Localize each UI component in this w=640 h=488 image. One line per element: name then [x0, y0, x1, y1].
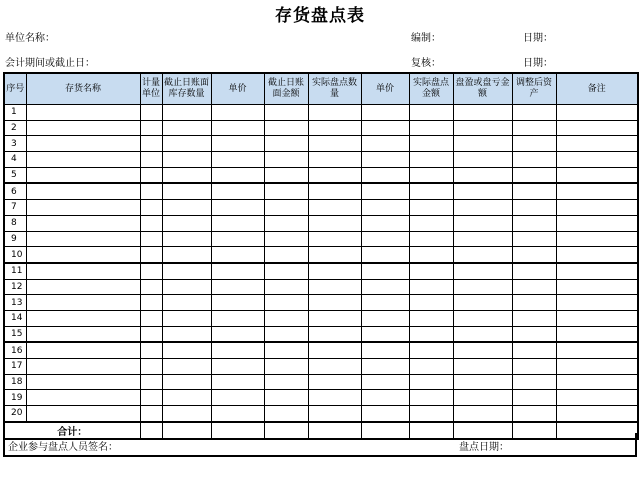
- row-number: 20: [4, 406, 26, 422]
- table-cell[interactable]: [140, 406, 162, 422]
- table-cell[interactable]: [361, 105, 409, 121]
- row-number: 12: [4, 279, 26, 295]
- signature-row: [3, 433, 637, 457]
- table-cell[interactable]: [264, 263, 308, 279]
- header-remarks: 备注: [556, 73, 638, 105]
- table-cell[interactable]: [556, 183, 638, 199]
- table-cell[interactable]: [26, 231, 140, 247]
- table-cell[interactable]: [162, 105, 211, 121]
- reviewed-by-label: 复核：: [411, 58, 441, 69]
- table-cell[interactable]: [140, 390, 162, 406]
- table-cell[interactable]: [308, 167, 361, 183]
- table-cell[interactable]: [409, 310, 453, 326]
- table-cell[interactable]: [140, 167, 162, 183]
- table-cell[interactable]: [26, 279, 140, 295]
- table-cell[interactable]: [361, 167, 409, 183]
- table-cell[interactable]: [453, 406, 512, 422]
- table-cell[interactable]: [361, 359, 409, 375]
- row-number: 8: [4, 215, 26, 231]
- table-cell[interactable]: [512, 342, 556, 358]
- table-cell[interactable]: [211, 295, 264, 311]
- table-cell[interactable]: [140, 295, 162, 311]
- header-item-name: 存货名称: [26, 73, 140, 105]
- table-row: [4, 390, 638, 406]
- table-cell[interactable]: [162, 247, 211, 263]
- table-cell[interactable]: [409, 390, 453, 406]
- table-cell[interactable]: [162, 120, 211, 136]
- row-number: 19: [4, 390, 26, 406]
- table-cell[interactable]: [409, 374, 453, 390]
- table-row: [4, 183, 638, 199]
- table-cell[interactable]: [26, 326, 140, 342]
- row-number: 2: [4, 120, 26, 136]
- table-cell[interactable]: [211, 152, 264, 168]
- table-cell[interactable]: [512, 231, 556, 247]
- date-label-review: 日期：: [523, 58, 553, 69]
- table-cell[interactable]: [308, 359, 361, 375]
- table-cell[interactable]: [211, 279, 264, 295]
- table-cell[interactable]: [361, 247, 409, 263]
- header-adjusted-assets: 调整后资产: [512, 73, 556, 105]
- table-cell[interactable]: [361, 120, 409, 136]
- table-cell[interactable]: [409, 247, 453, 263]
- header-seq: 序号: [4, 73, 26, 105]
- table-cell[interactable]: [162, 136, 211, 152]
- table-cell[interactable]: [308, 231, 361, 247]
- table-row: [4, 359, 638, 375]
- table-cell[interactable]: [26, 342, 140, 358]
- table-cell[interactable]: [453, 152, 512, 168]
- table-cell[interactable]: [162, 310, 211, 326]
- table-cell[interactable]: [26, 247, 140, 263]
- table-cell[interactable]: [453, 342, 512, 358]
- table-cell[interactable]: [162, 152, 211, 168]
- table-cell[interactable]: [26, 310, 140, 326]
- table-cell[interactable]: [512, 295, 556, 311]
- table-cell[interactable]: [162, 342, 211, 358]
- table-cell[interactable]: [264, 183, 308, 199]
- table-cell[interactable]: [140, 183, 162, 199]
- date-label-top: 日期：: [523, 33, 553, 44]
- table-row: [4, 374, 638, 390]
- table-row: [4, 136, 638, 152]
- table-cell[interactable]: [409, 326, 453, 342]
- table-cell[interactable]: [361, 406, 409, 422]
- table-cell[interactable]: [26, 263, 140, 279]
- table-cell[interactable]: [512, 247, 556, 263]
- row-number: 17: [4, 359, 26, 375]
- table-row: [4, 326, 638, 342]
- table-cell[interactable]: [556, 200, 638, 216]
- table-cell[interactable]: [308, 390, 361, 406]
- header-unit: 计量单位: [140, 73, 162, 105]
- row-number: 9: [4, 231, 26, 247]
- table-cell[interactable]: [556, 295, 638, 311]
- table-cell[interactable]: [264, 167, 308, 183]
- table-row: [4, 120, 638, 136]
- row-number: 6: [4, 183, 26, 199]
- table-cell[interactable]: [556, 152, 638, 168]
- table-cell[interactable]: [556, 374, 638, 390]
- header-row: [4, 73, 638, 105]
- table-cell[interactable]: [26, 152, 140, 168]
- table-cell[interactable]: [512, 374, 556, 390]
- table-cell[interactable]: [556, 136, 638, 152]
- header-actual-amount: 实际盘点金额: [409, 73, 453, 105]
- table-cell[interactable]: [26, 374, 140, 390]
- table-cell[interactable]: [512, 359, 556, 375]
- table-cell[interactable]: [211, 310, 264, 326]
- table-cell[interactable]: [26, 200, 140, 216]
- row-number: 15: [4, 326, 26, 342]
- table-row: [4, 200, 638, 216]
- table-cell[interactable]: [162, 406, 211, 422]
- header-diff-amount: 盘盈或盘亏金额: [453, 73, 512, 105]
- table-cell[interactable]: [162, 167, 211, 183]
- row-number: 5: [4, 167, 26, 183]
- row-number: 10: [4, 247, 26, 263]
- table-row: [4, 342, 638, 358]
- table-cell[interactable]: [264, 279, 308, 295]
- table-cell[interactable]: [512, 310, 556, 326]
- table-cell[interactable]: [162, 390, 211, 406]
- table-cell[interactable]: [264, 295, 308, 311]
- table-cell[interactable]: [140, 136, 162, 152]
- table-cell[interactable]: [556, 167, 638, 183]
- table-cell[interactable]: [211, 120, 264, 136]
- period-label: 会计期间或截止日：: [5, 58, 95, 69]
- row-number: 4: [4, 152, 26, 168]
- table-cell[interactable]: [409, 120, 453, 136]
- table-cell[interactable]: [361, 136, 409, 152]
- table-cell[interactable]: [308, 152, 361, 168]
- table-cell[interactable]: [308, 310, 361, 326]
- table-cell[interactable]: [211, 359, 264, 375]
- table-cell[interactable]: [512, 390, 556, 406]
- table-cell[interactable]: [211, 390, 264, 406]
- table-cell[interactable]: [556, 215, 638, 231]
- table-cell[interactable]: [556, 247, 638, 263]
- table-cell[interactable]: [409, 231, 453, 247]
- row-number: 18: [4, 374, 26, 390]
- table-cell[interactable]: [409, 152, 453, 168]
- table-cell[interactable]: [211, 342, 264, 358]
- table-cell[interactable]: [512, 152, 556, 168]
- table-cell[interactable]: [140, 120, 162, 136]
- table-cell[interactable]: [409, 279, 453, 295]
- table-cell[interactable]: [361, 263, 409, 279]
- table-cell[interactable]: [409, 342, 453, 358]
- header-book-amount: 截止日账面金额: [264, 73, 308, 105]
- table-cell[interactable]: [453, 263, 512, 279]
- table-cell[interactable]: [264, 359, 308, 375]
- table-row: [4, 167, 638, 183]
- table-cell[interactable]: [453, 247, 512, 263]
- table-cell[interactable]: [453, 231, 512, 247]
- row-number: 14: [4, 310, 26, 326]
- table-cell[interactable]: [308, 200, 361, 216]
- inventory-table: [3, 72, 639, 440]
- table-cell[interactable]: [409, 215, 453, 231]
- table-cell[interactable]: [453, 183, 512, 199]
- table-cell[interactable]: [556, 105, 638, 121]
- table-cell[interactable]: [512, 326, 556, 342]
- header-actual-qty: 实际盘点数量: [308, 73, 361, 105]
- table-cell[interactable]: [512, 263, 556, 279]
- row-number: 1: [4, 105, 26, 121]
- table-cell[interactable]: [211, 374, 264, 390]
- table-cell[interactable]: [308, 279, 361, 295]
- table-cell[interactable]: [140, 263, 162, 279]
- table-cell[interactable]: [264, 247, 308, 263]
- table-cell[interactable]: [308, 406, 361, 422]
- table-cell[interactable]: [453, 105, 512, 121]
- table-row: [4, 263, 638, 279]
- table-cell[interactable]: [264, 231, 308, 247]
- table-cell[interactable]: [308, 374, 361, 390]
- table-cell[interactable]: [556, 263, 638, 279]
- table-cell[interactable]: [361, 183, 409, 199]
- header-unit-price-2: 单价: [361, 73, 409, 105]
- table-cell[interactable]: [361, 231, 409, 247]
- table-cell[interactable]: [26, 359, 140, 375]
- table-cell[interactable]: [211, 105, 264, 121]
- table-cell[interactable]: [264, 310, 308, 326]
- unit-name-label: 单位名称：: [5, 33, 55, 44]
- header-unit-price: 单价: [211, 73, 264, 105]
- table-cell[interactable]: [361, 342, 409, 358]
- table-row: [4, 310, 638, 326]
- table-cell[interactable]: [211, 167, 264, 183]
- table-cell[interactable]: [361, 152, 409, 168]
- table-cell[interactable]: [453, 326, 512, 342]
- table-cell[interactable]: [26, 167, 140, 183]
- table-cell[interactable]: [308, 247, 361, 263]
- table-cell[interactable]: [308, 136, 361, 152]
- header-book-qty: 截止日账面库存数量: [162, 73, 211, 105]
- table-cell[interactable]: [140, 200, 162, 216]
- table-cell[interactable]: [264, 374, 308, 390]
- table-cell[interactable]: [211, 247, 264, 263]
- table-cell[interactable]: [556, 310, 638, 326]
- table-cell[interactable]: [26, 390, 140, 406]
- table-cell[interactable]: [26, 215, 140, 231]
- table-cell[interactable]: [264, 152, 308, 168]
- table-cell[interactable]: [512, 136, 556, 152]
- table-cell[interactable]: [308, 326, 361, 342]
- table-cell[interactable]: [162, 231, 211, 247]
- table-cell[interactable]: [308, 215, 361, 231]
- table-row: [4, 295, 638, 311]
- table-cell[interactable]: [409, 406, 453, 422]
- row-number: 11: [4, 263, 26, 279]
- table-row: [4, 279, 638, 295]
- table-row: [4, 105, 638, 121]
- table-cell[interactable]: [162, 374, 211, 390]
- table-cell[interactable]: [556, 359, 638, 375]
- page-title: 存货盘点表: [275, 6, 365, 26]
- table-cell[interactable]: [512, 167, 556, 183]
- table-cell[interactable]: [264, 326, 308, 342]
- table-cell[interactable]: [264, 342, 308, 358]
- table-cell[interactable]: [409, 295, 453, 311]
- table-cell[interactable]: [162, 295, 211, 311]
- table-cell[interactable]: [361, 200, 409, 216]
- table-cell[interactable]: [556, 406, 638, 422]
- row-number: 13: [4, 295, 26, 311]
- table-cell[interactable]: [512, 406, 556, 422]
- table-cell[interactable]: [140, 231, 162, 247]
- table-cell[interactable]: [264, 406, 308, 422]
- table-cell[interactable]: [140, 152, 162, 168]
- table-cell[interactable]: [26, 183, 140, 199]
- table-cell[interactable]: [211, 200, 264, 216]
- table-row: [4, 406, 638, 422]
- table-cell[interactable]: [361, 215, 409, 231]
- table-cell[interactable]: [264, 200, 308, 216]
- table-cell[interactable]: [26, 406, 140, 422]
- table-row: [4, 152, 638, 168]
- table-cell[interactable]: [453, 167, 512, 183]
- table-cell[interactable]: [361, 374, 409, 390]
- table-cell[interactable]: [211, 215, 264, 231]
- table-cell[interactable]: [140, 326, 162, 342]
- table-cell[interactable]: [264, 136, 308, 152]
- table-cell[interactable]: [140, 215, 162, 231]
- table-cell[interactable]: [409, 183, 453, 199]
- table-cell[interactable]: [211, 183, 264, 199]
- table-cell[interactable]: [162, 183, 211, 199]
- table-cell[interactable]: [162, 263, 211, 279]
- table-cell[interactable]: [26, 136, 140, 152]
- table-cell[interactable]: [140, 342, 162, 358]
- table-cell[interactable]: [308, 263, 361, 279]
- table-cell[interactable]: [264, 120, 308, 136]
- table-cell[interactable]: [556, 326, 638, 342]
- table-row: [4, 247, 638, 263]
- table-cell[interactable]: [308, 342, 361, 358]
- table-cell[interactable]: [556, 231, 638, 247]
- table-cell[interactable]: [556, 279, 638, 295]
- table-cell[interactable]: [140, 105, 162, 121]
- table-cell[interactable]: [162, 215, 211, 231]
- table-cell[interactable]: [409, 136, 453, 152]
- row-number: 16: [4, 342, 26, 358]
- table-cell[interactable]: [140, 374, 162, 390]
- table-cell[interactable]: [308, 183, 361, 199]
- table-cell[interactable]: [140, 359, 162, 375]
- table-cell[interactable]: [264, 215, 308, 231]
- table-cell[interactable]: [140, 247, 162, 263]
- table-cell[interactable]: [211, 326, 264, 342]
- table-cell[interactable]: [453, 279, 512, 295]
- table-cell[interactable]: [264, 390, 308, 406]
- table-cell[interactable]: [556, 342, 638, 358]
- table-cell[interactable]: [556, 390, 638, 406]
- total-label: 合计：: [4, 422, 140, 439]
- table-cell[interactable]: [211, 406, 264, 422]
- table-cell[interactable]: [162, 359, 211, 375]
- table-cell[interactable]: [26, 105, 140, 121]
- table-cell[interactable]: [211, 136, 264, 152]
- count-date-label: 盘点日期：: [459, 442, 509, 453]
- table-cell[interactable]: [162, 279, 211, 295]
- table-cell[interactable]: [409, 263, 453, 279]
- table-cell[interactable]: [512, 200, 556, 216]
- table-cell[interactable]: [361, 310, 409, 326]
- table-cell[interactable]: [409, 167, 453, 183]
- table-cell[interactable]: [512, 120, 556, 136]
- table-cell[interactable]: [453, 359, 512, 375]
- table-cell[interactable]: [26, 295, 140, 311]
- table-cell[interactable]: [409, 359, 453, 375]
- table-cell[interactable]: [453, 136, 512, 152]
- table-cell[interactable]: [162, 326, 211, 342]
- table-cell[interactable]: [453, 200, 512, 216]
- table-cell[interactable]: [308, 105, 361, 121]
- table-cell[interactable]: [361, 326, 409, 342]
- table-cell[interactable]: [409, 105, 453, 121]
- signature-label: 企业参与盘点人员签名：: [8, 442, 118, 453]
- table-cell[interactable]: [512, 105, 556, 121]
- table-cell[interactable]: [308, 295, 361, 311]
- table-cell[interactable]: [409, 200, 453, 216]
- table-cell[interactable]: [140, 310, 162, 326]
- table-cell[interactable]: [453, 120, 512, 136]
- table-cell[interactable]: [308, 120, 361, 136]
- table-cell[interactable]: [453, 310, 512, 326]
- table-cell[interactable]: [264, 105, 308, 121]
- table-cell[interactable]: [512, 215, 556, 231]
- table-cell[interactable]: [453, 215, 512, 231]
- table-cell[interactable]: [453, 295, 512, 311]
- table-cell[interactable]: [512, 183, 556, 199]
- table-cell[interactable]: [211, 263, 264, 279]
- table-cell[interactable]: [453, 390, 512, 406]
- table-row: [4, 215, 638, 231]
- prepared-by-label: 编制：: [411, 33, 441, 44]
- row-number: 7: [4, 200, 26, 216]
- table-row: [4, 231, 638, 247]
- table-cell[interactable]: [361, 279, 409, 295]
- table-cell[interactable]: [556, 120, 638, 136]
- table-cell[interactable]: [512, 279, 556, 295]
- row-number: 3: [4, 136, 26, 152]
- table-cell[interactable]: [211, 231, 264, 247]
- table-cell[interactable]: [162, 200, 211, 216]
- table-cell[interactable]: [361, 295, 409, 311]
- table-cell[interactable]: [361, 390, 409, 406]
- table-cell[interactable]: [453, 374, 512, 390]
- table-cell[interactable]: [140, 279, 162, 295]
- table-cell[interactable]: [26, 120, 140, 136]
